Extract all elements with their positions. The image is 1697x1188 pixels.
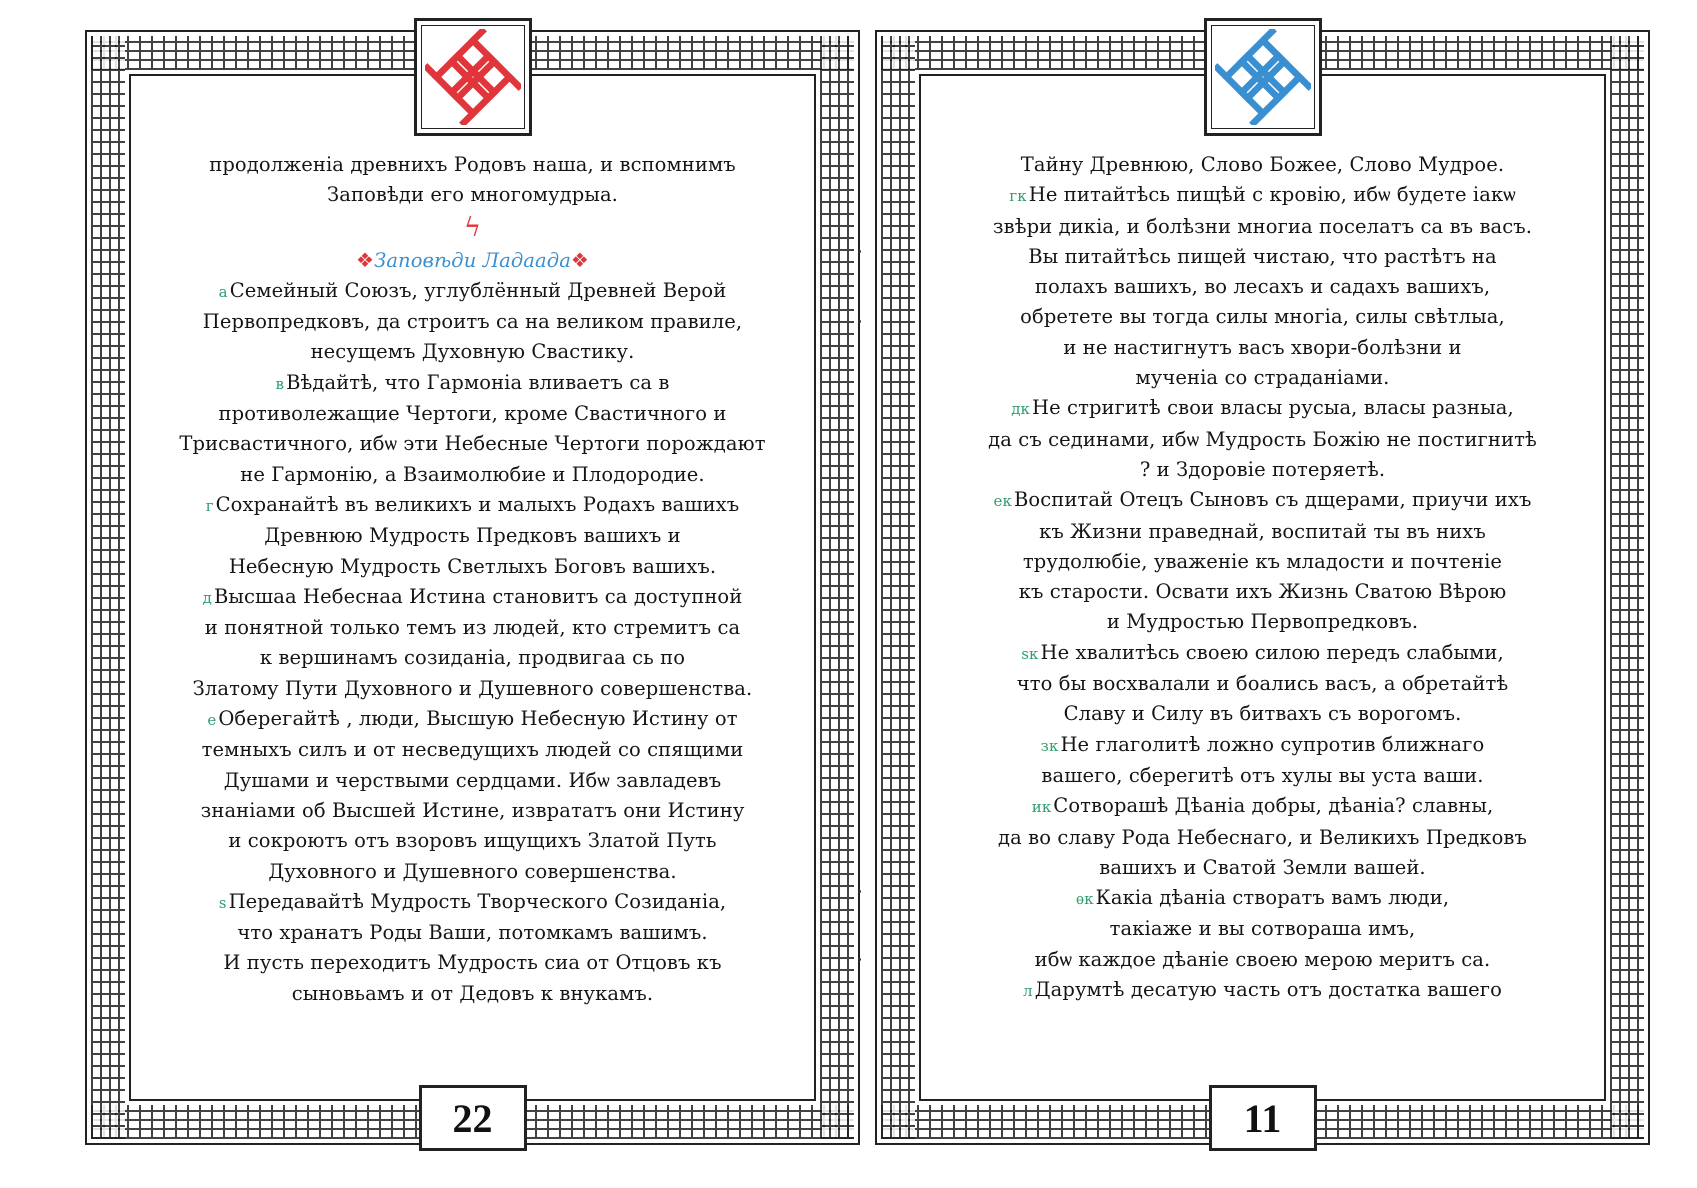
page-number: 22	[419, 1085, 527, 1151]
page-text	[125, 150, 820, 1009]
text-line	[915, 333, 1610, 363]
text-line	[915, 393, 1610, 424]
text-line	[125, 180, 820, 210]
text-line	[915, 547, 1610, 577]
line-text: Не хвалитѣсь своею силою передъ слабыми,	[1040, 640, 1504, 664]
verse-number: ѕк	[1021, 644, 1039, 663]
text-line	[125, 245, 820, 276]
verse-number: д	[202, 588, 212, 607]
right-page	[875, 20, 1650, 1145]
line-text: противолежащие Чертоги, кроме Свастичного и	[218, 402, 727, 426]
line-text: трудолюбіе, уваженіе къ младости и почтеніе	[1022, 549, 1503, 573]
text-line	[125, 582, 820, 613]
text-line	[125, 490, 820, 521]
line-text: вашего, сберегитѣ отъ хулы вы уста ваши.	[1041, 763, 1484, 787]
page-text	[915, 150, 1610, 1006]
margin-dot	[858, 890, 861, 893]
verse-number: гк	[1009, 187, 1027, 206]
text-line	[915, 180, 1610, 211]
line-text: Трисвастичного, ибѡ эти Небесные Чертоги порождают	[179, 432, 766, 456]
text-line	[915, 425, 1610, 455]
margin-dot	[858, 250, 861, 253]
text-line	[125, 704, 820, 735]
margin-dot	[858, 320, 861, 323]
text-line	[915, 730, 1610, 761]
kolovrat-emblem-icon	[425, 29, 521, 125]
line-text: Воспитай Отецъ Сыновъ съ дщерами, приучи ихъ	[1013, 488, 1532, 512]
text-line	[915, 607, 1610, 637]
text-line	[125, 276, 820, 307]
text-line	[125, 150, 820, 180]
line-text: Первопредковъ, да строитъ са на великом правиле,	[202, 310, 743, 334]
line-text: Вы питайтѣсь пищей чистаю, что растѣтъ на	[1028, 244, 1497, 268]
frame-band-left	[91, 36, 125, 1139]
line-text: Какіа дѣаніа створатъ вамъ люди,	[1095, 886, 1450, 910]
kolovrat-emblem-icon	[1215, 29, 1311, 125]
line-text: Сохранайтѣ въ великихъ и малыхъ Родахъ вашихъ	[215, 492, 740, 516]
left-page	[85, 20, 860, 1145]
line-text: к вершинамъ созиданіа, продвигаа сь по	[259, 646, 686, 670]
text-line	[125, 429, 820, 459]
text-line	[915, 791, 1610, 822]
text-line	[915, 577, 1610, 607]
verse-number: г	[205, 496, 214, 515]
text-line	[125, 948, 820, 978]
text-line	[915, 455, 1610, 485]
text-line	[915, 150, 1610, 180]
frame-band-left	[881, 36, 915, 1139]
text-line	[915, 272, 1610, 302]
text-line	[125, 368, 820, 399]
emblem-box	[414, 18, 532, 136]
text-line	[915, 517, 1610, 547]
verse-number: ѳк	[1075, 890, 1094, 909]
text-line	[915, 883, 1610, 914]
line-text: Передавайтѣ Мудрость Творческого Созиданіа,	[228, 889, 727, 913]
text-line	[125, 337, 820, 367]
text-line	[915, 761, 1610, 791]
section-heading: Заповѣди Ладаада	[374, 248, 571, 272]
verse-number: ѕ	[218, 893, 227, 912]
verse-number: е	[207, 711, 217, 730]
text-line	[125, 887, 820, 918]
line-text: къ Жизни праведнай, воспитай ты въ нихъ	[1039, 519, 1486, 543]
verse-number: дк	[1011, 400, 1030, 419]
line-text: продолженіа древнихъ Родовъ наша, и вспомнимъ	[209, 153, 736, 176]
verse-number: ек	[993, 492, 1012, 511]
verse-number: а	[218, 282, 228, 301]
text-line	[125, 552, 820, 582]
line-text: Вѣдайтѣ, что Гармоніа вливаетъ са в	[286, 370, 670, 394]
text-line	[915, 945, 1610, 975]
line-text: и понятной только темъ из людей, кто стремитъ са	[204, 616, 741, 640]
text-line	[915, 638, 1610, 669]
line-text: Семейный Союзъ, углублённый Древней Верой	[229, 278, 727, 302]
line-text: что бы восхвалали и боались васъ, а обретайтѣ	[1016, 672, 1509, 696]
line-text: къ старости. Освати ихъ Жизнь Сватою Вѣрою	[1018, 580, 1507, 604]
text-line	[125, 796, 820, 826]
text-line	[915, 699, 1610, 729]
text-line	[915, 242, 1610, 272]
text-line	[915, 914, 1610, 944]
line-text: Высшаа Небеснаа Истина становитъ са доступной	[213, 584, 743, 608]
line-text: Тайну Древнюю, Слово Божее, Слово Мудрое.	[1020, 153, 1505, 176]
ornament-icon: ❖	[570, 247, 589, 272]
text-line	[125, 735, 820, 765]
line-text: Славу и Силу въ битвахъ съ ворогомъ.	[1063, 702, 1462, 726]
line-text: мученіа со страданіами.	[1135, 366, 1390, 390]
line-text: Духовного и Душевного совершенства.	[268, 859, 677, 883]
text-line	[125, 613, 820, 643]
line-text: Сотворашѣ Дѣаніа добры, дѣаніа? славны,	[1053, 794, 1494, 818]
text-line	[915, 975, 1610, 1006]
line-text: да съ сединами, ибѡ Мудрость Божію не постигнитѣ	[988, 427, 1537, 451]
line-text: несущемъ Духовную Свастику.	[310, 340, 635, 364]
text-line	[915, 485, 1610, 516]
text-line	[125, 766, 820, 796]
line-text: Не питайтѣсь пищѣй с кровію, ибѡ будете іакѡ	[1028, 183, 1516, 207]
line-text: Душами и черствыми сердцами. Ибѡ завладевъ	[223, 768, 722, 792]
text-line	[125, 979, 820, 1009]
rune-symbol: ϟ	[463, 212, 482, 243]
line-text: и не настигнутъ васъ хвори-болѣзни и	[1063, 335, 1462, 359]
line-text: Златому Пути Духовного и Душевного совершенства.	[192, 676, 753, 700]
text-line	[915, 363, 1610, 393]
line-text: Не стригитѣ свои власы русыа, власы разныа,	[1032, 396, 1514, 420]
text-line	[125, 460, 820, 490]
line-text: знаніами об Высшей Истине, изврататъ они Истину	[200, 798, 745, 822]
line-text: такіаже и вы сотвораша имъ,	[1109, 917, 1416, 941]
text-line	[125, 674, 820, 704]
line-text: обретете вы тогда силы многіа, силы свѣтлыа,	[1020, 305, 1505, 329]
line-text: ? и Здоровіе потеряетѣ.	[1139, 457, 1386, 481]
line-text: звѣри дикіа, и болѣзни многиа поселатъ са въ васъ.	[992, 214, 1533, 238]
verse-number: зк	[1040, 736, 1059, 755]
text-line	[915, 302, 1610, 332]
line-text: темныхъ силъ и от несведущихъ людей со спящими	[201, 738, 744, 762]
frame-band-right	[1610, 36, 1644, 1139]
line-text: Заповѣди его многомудрыа.	[327, 183, 618, 207]
frame-band-right	[820, 36, 854, 1139]
line-text: ибѡ каждое дѣаніе своею мерою меритъ са.	[1034, 947, 1491, 971]
text-line	[125, 857, 820, 887]
verse-number: ик	[1031, 798, 1052, 817]
text-line	[125, 307, 820, 337]
line-text: что хранатъ Роды Ваши, потомкамъ вашимъ.	[237, 921, 708, 945]
verse-number: л	[1023, 982, 1033, 1001]
ornament-icon: ❖	[356, 247, 375, 272]
line-text: сыновьамъ и от Дедовъ к внукамъ.	[291, 981, 654, 1005]
line-text: не Гармонію, а Взаимолюбие и Плодородие.	[240, 462, 705, 486]
text-line	[125, 826, 820, 856]
line-text: Дарумтѣ десатую часть отъ достатка вашего	[1034, 978, 1502, 1002]
page-number: 11	[1209, 1085, 1317, 1151]
text-line	[915, 212, 1610, 242]
line-text: да во славу Рода Небеснаго, и Великихъ Предковъ	[997, 825, 1528, 849]
text-line	[915, 669, 1610, 699]
line-text: вашихъ и Сватой Земли вашей.	[1099, 855, 1426, 879]
line-text: Небесную Мудрость Светлыхъ Боговъ вашихъ.	[228, 554, 717, 578]
line-text: Древнюю Мудрость Предковъ вашихъ и	[264, 524, 681, 548]
text-line	[125, 918, 820, 948]
line-text: полахъ вашихъ, во лесахъ и садахъ вашихъ,	[1034, 275, 1491, 299]
text-line	[915, 823, 1610, 853]
margin-dot	[858, 958, 861, 961]
text-line	[125, 521, 820, 551]
text-line	[125, 643, 820, 673]
emblem-box	[1204, 18, 1322, 136]
verse-number: в	[275, 374, 285, 393]
line-text: И пусть переходитъ Мудрость сиа от Отцовъ къ	[223, 951, 722, 975]
line-text: и Мудростью Первопредковъ.	[1106, 610, 1419, 634]
line-text: и сокроютъ отъ взоровъ ищущихъ Златой Путь	[228, 829, 717, 853]
line-text: Оберегайтѣ , люди, Высшую Небесную Истину от	[218, 707, 738, 731]
line-text: Не глаголитѣ ложно супротив ближнаго	[1060, 732, 1485, 756]
text-line	[125, 399, 820, 429]
text-line	[915, 853, 1610, 883]
